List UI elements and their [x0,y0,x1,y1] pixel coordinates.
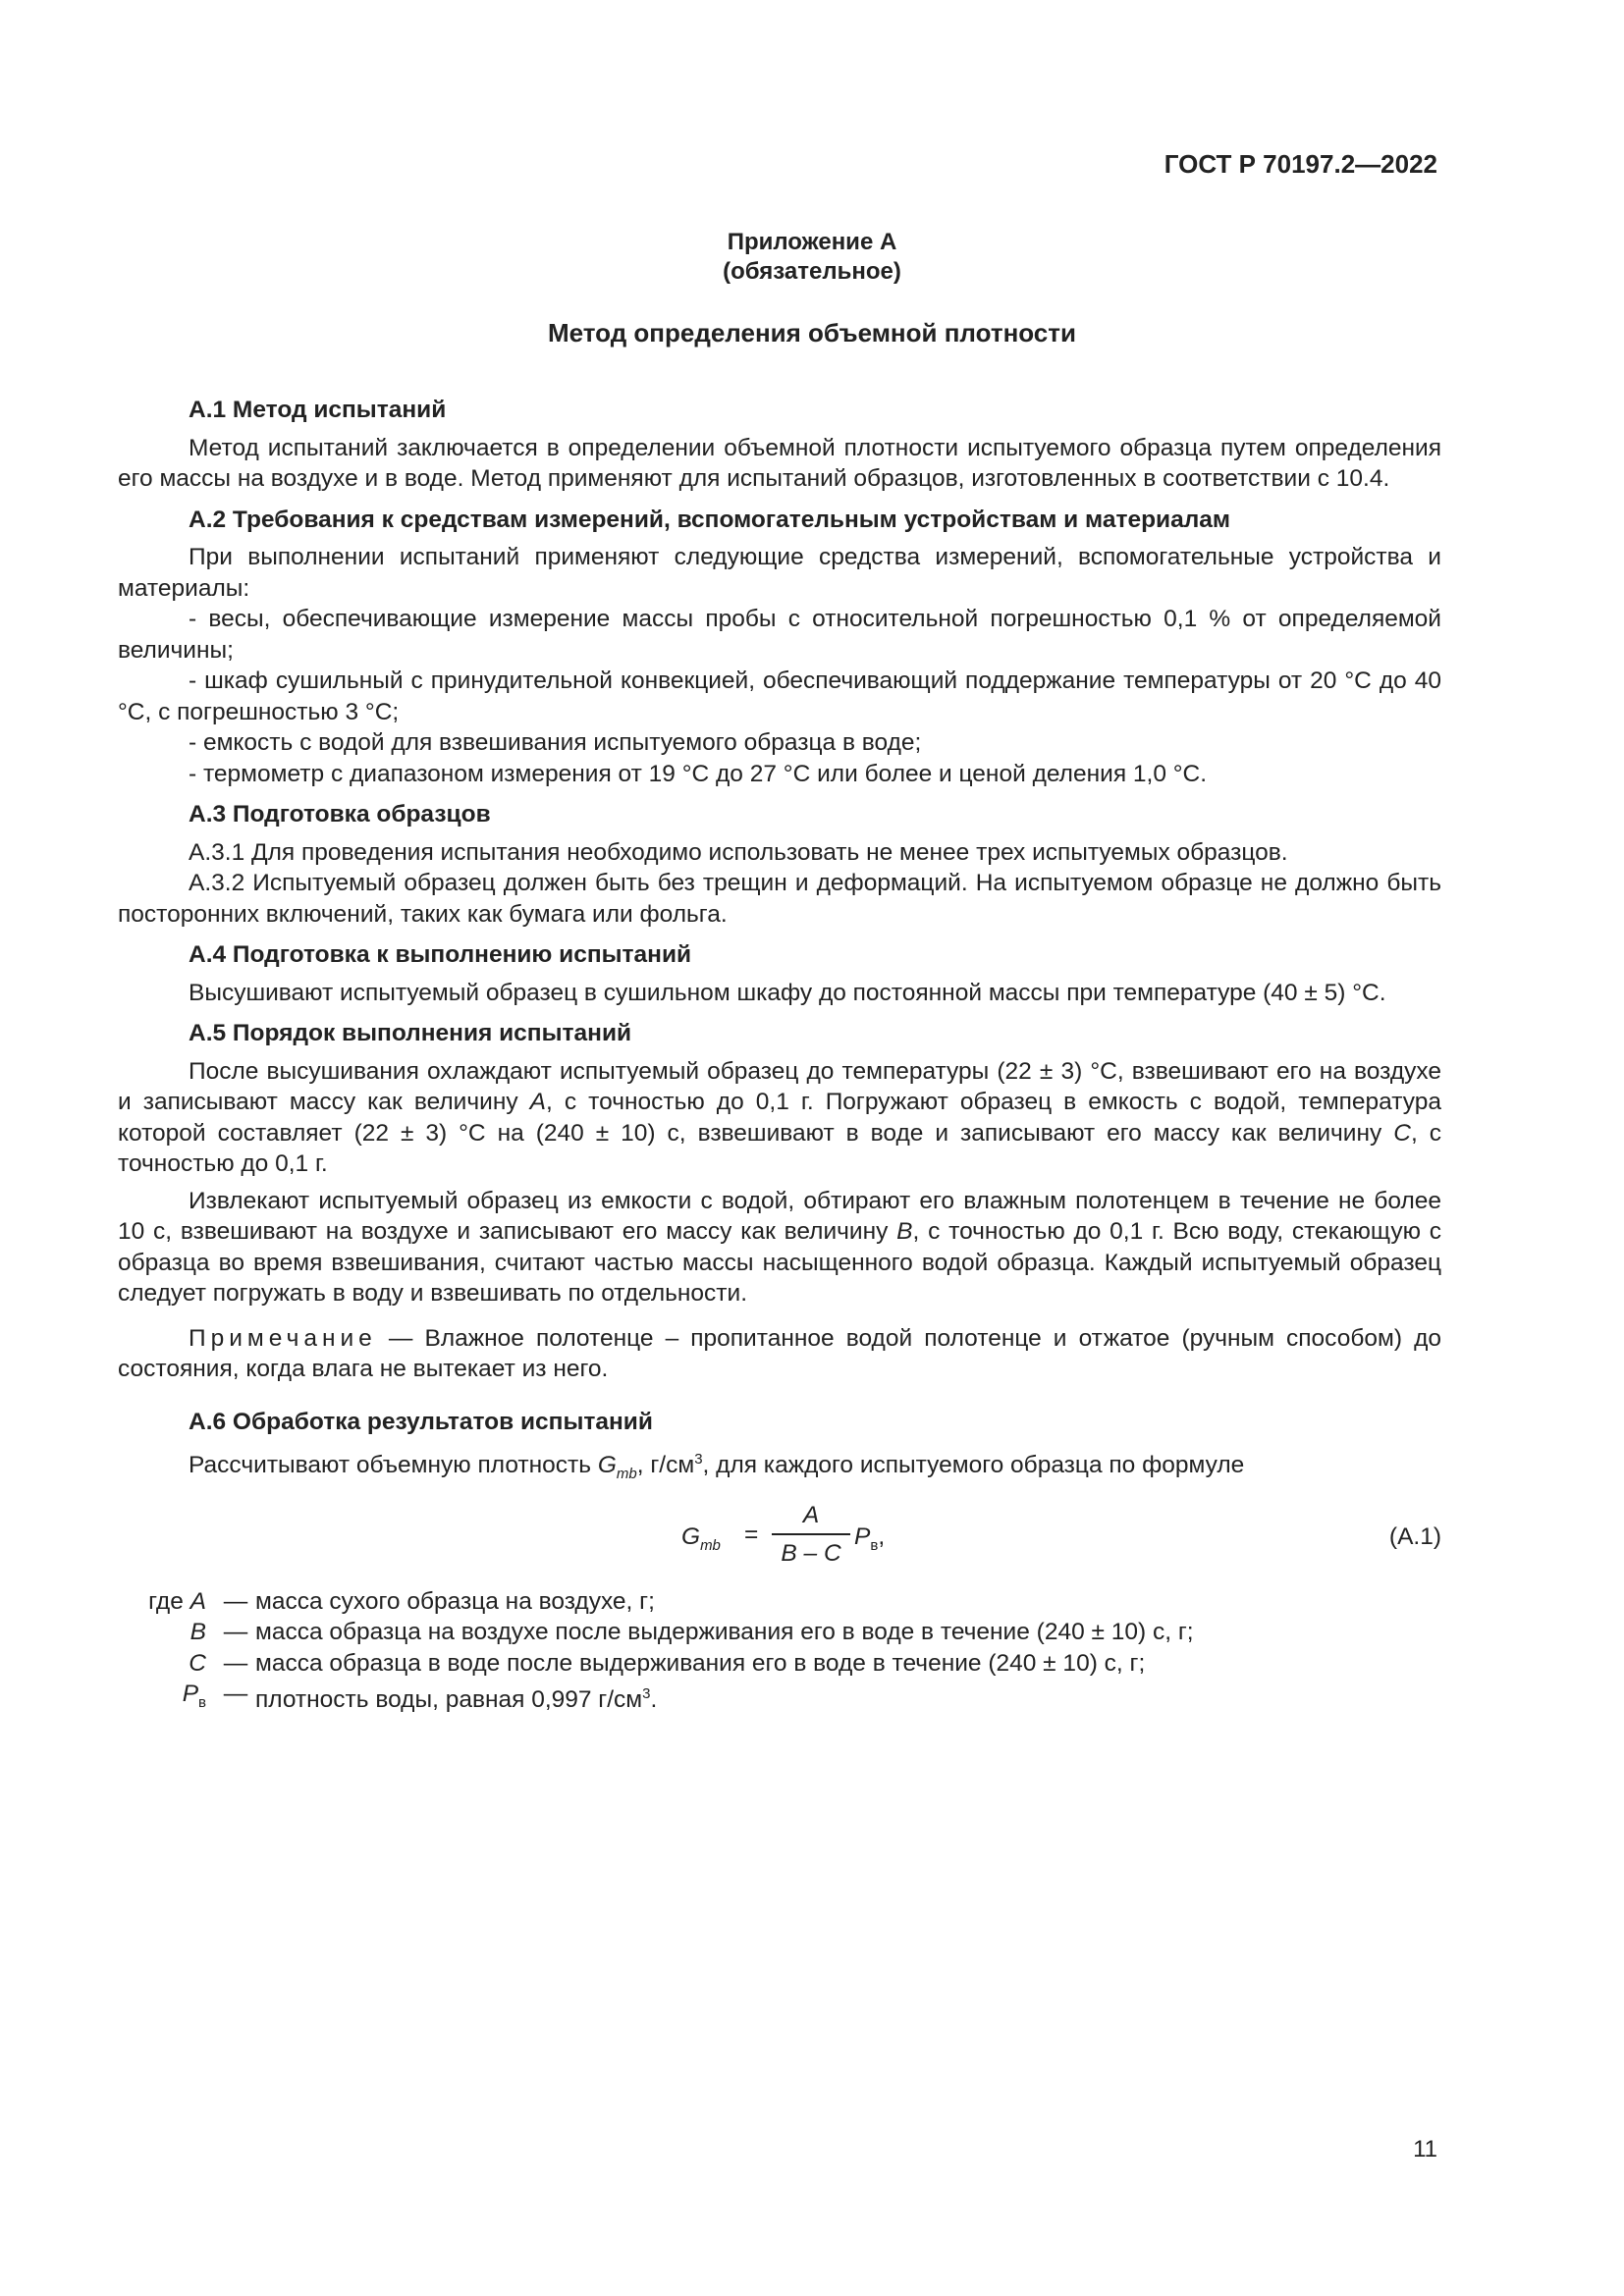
page-title: Метод определения объемной плотности [547,318,1076,347]
definition-row: $P_в$ — плотность воды, равная 0,997 $г/см^3$. [182,1681,658,1714]
formula-number: (А.1) [1388,1522,1441,1550]
list-item: - емкость с водой для взвешивания испытуемого образца в воде; [189,729,922,756]
paragraph: Высушивают испытуемый образец в сушильном шкафу до постоянной массы при температуре (40 ± 5) °С. [189,979,1386,1006]
section-heading-a5: А.5 Порядок выполнения испытаний [189,1020,632,1046]
symbol-definitions [118,1586,1441,1719]
document-body [118,395,1441,1718]
list-item: - шкаф сушильный с принудительной конвекцией, обеспечивающий поддержание температуры от 20 °С до 40 °С, с погрешностью 3 °С; [118,667,1441,725]
fraction: A B – C [772,1500,850,1570]
paragraph: При выполнении испытаний применяют следующие средства измерений, вспомогательные устройства и материалы: [118,544,1441,602]
definition-row: B — масса образца на воздухе после выдерживания его в воде в течение (240 ± 10) с, г; [189,1619,1194,1646]
definition-row: C — масса образца в воде после выдерживания его в воде в течение (240 ± 10) с, г; [189,1649,1146,1677]
paragraph: Рассчитывают объемную плотность $G_{mb}$, $г/см^3$, для каждого испытуемого образца по формуле [189,1451,1245,1483]
annex-heading [0,228,1624,287]
paragraph: Метод испытаний заключается в определении объемной плотности испытуемого образца путем определения его массы на воздухе и в воде. Метод применяют для испытаний образцов, изготовленных в соответствии с 10.4. [118,434,1441,492]
note-label: Примечание [189,1324,377,1352]
definition-row: где A — масса сухого образца на воздухе, г; [148,1587,655,1615]
paragraph: А.3.2 Испытуемый образец должен быть без трещин и деформаций. На испытуемом образце не должно быть посторонних включений, таких как бумага или фольга. [118,870,1441,928]
annex-label: Приложение А [727,229,897,255]
section-heading-a4: А.4 Подготовка к выполнению испытаний [189,941,692,968]
section-heading-a2: А.2 Требования к средствам измерений, вспомогательным устройствам и материалам [189,506,1231,533]
section-heading-a6: А.6 Обработка результатов испытаний [189,1408,653,1435]
annex-status: (обязательное) [723,258,901,285]
note: Примечание — Влажное полотенце – пропитанное водой полотенце и отжатое (ручным способом) до состояния, когда влага не вытекает из него. [118,1324,1441,1382]
formula-a1: $G_{mb}$ = A B – C $P_в$, (А.1) [118,1496,1441,1580]
standard-number: ГОСТ Р 70197.2—2022 [1164,149,1437,179]
page-number: 11 [1413,2136,1437,2163]
paragraph: А.3.1 Для проведения испытания необходимо использовать не менее трех испытуемых образцов. [189,838,1288,866]
section-heading-a1: А.1 Метод испытаний [189,397,447,423]
list-item: - термометр с диапазоном измерения от 19 °С до 27 °С или более и ценой деления 1,0 °С. [189,760,1208,787]
paragraph: Извлекают испытуемый образец из емкости с водой, обтирают его влажным полотенцем в течение не более 10 с, взвешивают на воздухе и записывают его массу как величину В, с точностью до 0,1 г. Всю воду, стекающую с образца во время взвешивания, считают частью массы насыщенного водой образца. Каждый испытуемый образец следует погружать в воду и взвешивать по отдельности. [118,1187,1441,1307]
list-item: - весы, обеспечивающие измерение массы пробы с относительной погрешностью 0,1 % от определяемой величины; [118,606,1441,664]
paragraph: После высушивания охлаждают испытуемый образец до температуры (22 ± 3) °С, взвешивают его на воздухе и записывают массу как величину А, с точностью до 0,1 г. Погружают образец в емкость с водой, температура которой составляет (22 ± 3) °С на (240 ± 10) с, взвешивают в воде и записывают его массу как величину С, с точностью до 0,1 г. [118,1057,1441,1177]
section-heading-a3: А.3 Подготовка образцов [189,801,491,828]
